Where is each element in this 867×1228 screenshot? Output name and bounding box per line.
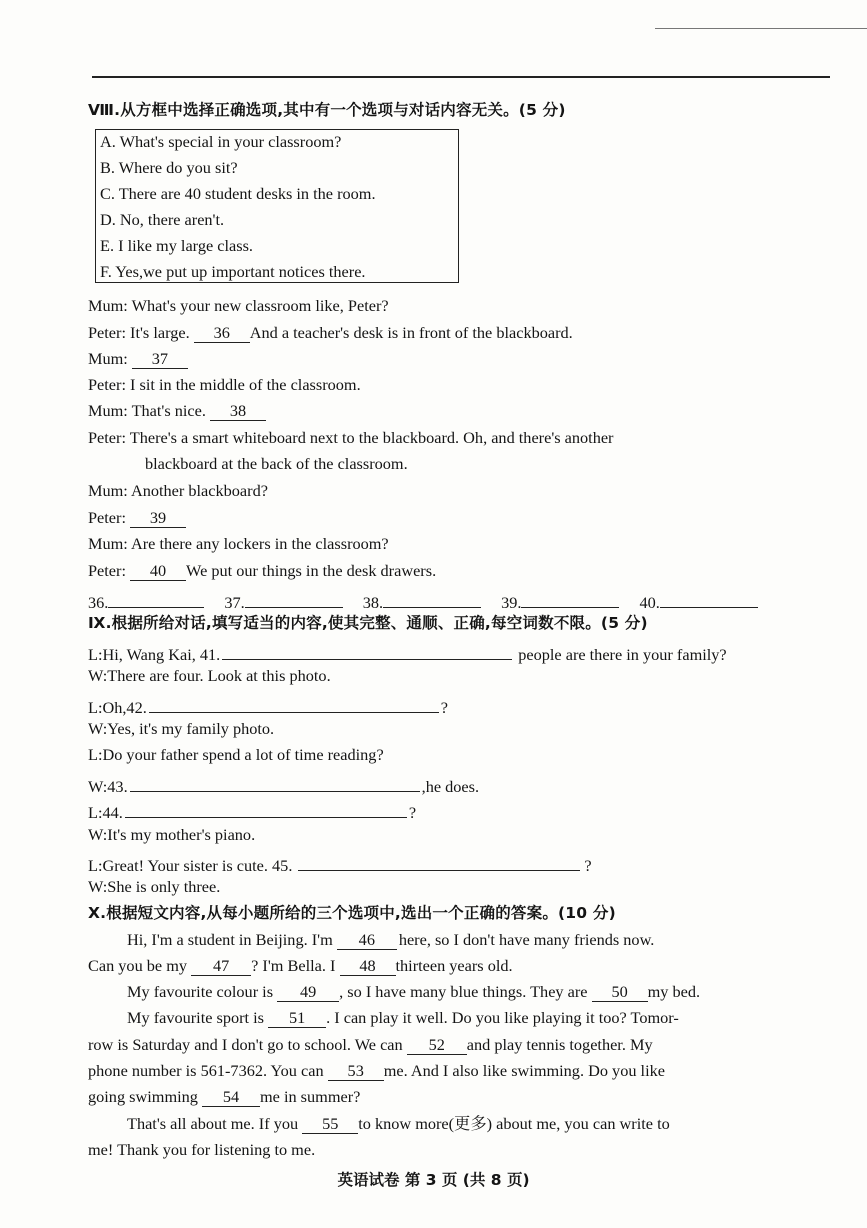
dialog-line: Peter: 39: [88, 508, 186, 528]
blank-48: 48: [340, 956, 396, 976]
dialog-line: W:She is only three.: [88, 877, 221, 896]
page-footer: 英语试卷 第 3 页 (共 8 页): [337, 1171, 530, 1189]
dialog-line: Mum: That's nice. 38: [88, 401, 266, 421]
dialog-line: Mum: Another blackboard?: [88, 481, 268, 500]
dialog-line: W:It's my mother's piano.: [88, 825, 256, 844]
dialog-line: Peter: It's large. 36 And a teacher's desk is in front of the blackboard.: [88, 323, 573, 342]
section-10-title: Ⅹ.根据短文内容,从每小题所给的三个选项中,选出一个正确的答案。(10 分): [88, 904, 616, 922]
option-e: E. I like my large class.: [100, 236, 253, 255]
dialog-line: W:There are four. Look at this photo.: [88, 666, 331, 685]
passage-line: me! Thank you for listening to me.: [88, 1140, 316, 1159]
dialog-line: W:43. ,he does.: [88, 772, 479, 797]
blank-42[interactable]: [149, 693, 439, 713]
dialog-line: Mum: Are there any lockers in the classroom?: [88, 534, 389, 553]
passage-line: row is Saturday and I don't go to school. We can 52 and play tennis together. My: [88, 1035, 653, 1054]
passage-line: phone number is 561-7362. You can 53 me. And I also like swimming. Do you like: [88, 1061, 665, 1080]
dialog-line: Mum: What's your new classroom like, Peter?: [88, 296, 389, 315]
blank-38: 38: [210, 401, 266, 421]
option-a: A. What's special in your classroom?: [100, 132, 342, 151]
blank-40: 40: [130, 561, 186, 581]
option-d: D. No, there aren't.: [100, 210, 225, 229]
blank-49: 49: [277, 982, 339, 1002]
dialog-line: Peter: 40 We put our things in the desk drawers.: [88, 561, 437, 580]
answer-blank-40[interactable]: [660, 588, 758, 608]
blank-39: 39: [130, 508, 186, 528]
answer-blank-38[interactable]: [383, 588, 481, 608]
section-9-title: Ⅸ.根据所给对话,填写适当的内容,使其完整、通顺、正确,每空词数不限。(5 分): [88, 614, 648, 632]
blank-36: 36: [194, 323, 250, 343]
dialog-line: L:Great! Your sister is cute. 45. ?: [88, 851, 592, 876]
dialog-line: L:Oh,42. ?: [88, 693, 448, 718]
blank-47: 47: [191, 956, 251, 976]
blank-46: 46: [337, 930, 397, 950]
answer-blank-37[interactable]: [245, 588, 343, 608]
dialog-line: L:44. ?: [88, 798, 416, 823]
blank-54: 54: [202, 1087, 260, 1107]
dialog-line: W:Yes, it's my family photo.: [88, 719, 275, 738]
dialog-line: Peter: I sit in the middle of the classroom.: [88, 375, 361, 394]
blank-37: 37: [132, 349, 188, 369]
blank-43[interactable]: [130, 772, 420, 792]
blank-52: 52: [407, 1035, 467, 1055]
dialog-line: blackboard at the back of the classroom.: [145, 454, 408, 473]
passage-line: going swimming 54 me in summer?: [88, 1087, 361, 1106]
option-f: F. Yes,we put up important notices there.: [100, 262, 366, 281]
passage-line: Hi, I'm a student in Beijing. I'm 46 here, so I don't have many friends now.: [127, 930, 655, 949]
answer-blank-36[interactable]: [108, 588, 204, 608]
passage-line: That's all about me. If you 55 to know more(更多) about me, you can write to: [127, 1114, 670, 1133]
blank-41[interactable]: [222, 640, 512, 660]
passage-line: Can you be my 47 ? I'm Bella. I 48 thirteen years old.: [88, 956, 513, 975]
option-c: C. There are 40 student desks in the room.: [100, 184, 376, 203]
dialog-line: L:Hi, Wang Kai, 41. people are there in your family?: [88, 640, 727, 665]
blank-51: 51: [268, 1008, 326, 1028]
blank-55: 55: [302, 1114, 358, 1134]
blank-53: 53: [328, 1061, 384, 1081]
header-rule: [92, 76, 830, 78]
answer-blank-39[interactable]: [521, 588, 619, 608]
blank-50: 50: [592, 982, 648, 1002]
blank-45[interactable]: [298, 851, 580, 871]
blank-44[interactable]: [125, 798, 407, 818]
section-8-title: Ⅷ.从方框中选择正确选项,其中有一个选项与对话内容无关。(5 分): [88, 101, 566, 119]
answer-row: 36. 37. 38. 39. 40.: [88, 588, 828, 613]
top-edge-rule: [655, 28, 867, 29]
dialog-line: L:Do your father spend a lot of time reading?: [88, 745, 384, 764]
passage-line: My favourite colour is 49 , so I have many blue things. They are 50 my bed.: [127, 982, 701, 1001]
options-box: [95, 129, 459, 283]
dialog-line: Peter: There's a smart whiteboard next to the blackboard. Oh, and there's another: [88, 428, 614, 447]
dialog-line: Mum: 37: [88, 349, 188, 369]
option-b: B. Where do you sit?: [100, 158, 238, 177]
passage-line: My favourite sport is 51 . I can play it well. Do you like playing it too? Tomor-: [127, 1008, 679, 1027]
